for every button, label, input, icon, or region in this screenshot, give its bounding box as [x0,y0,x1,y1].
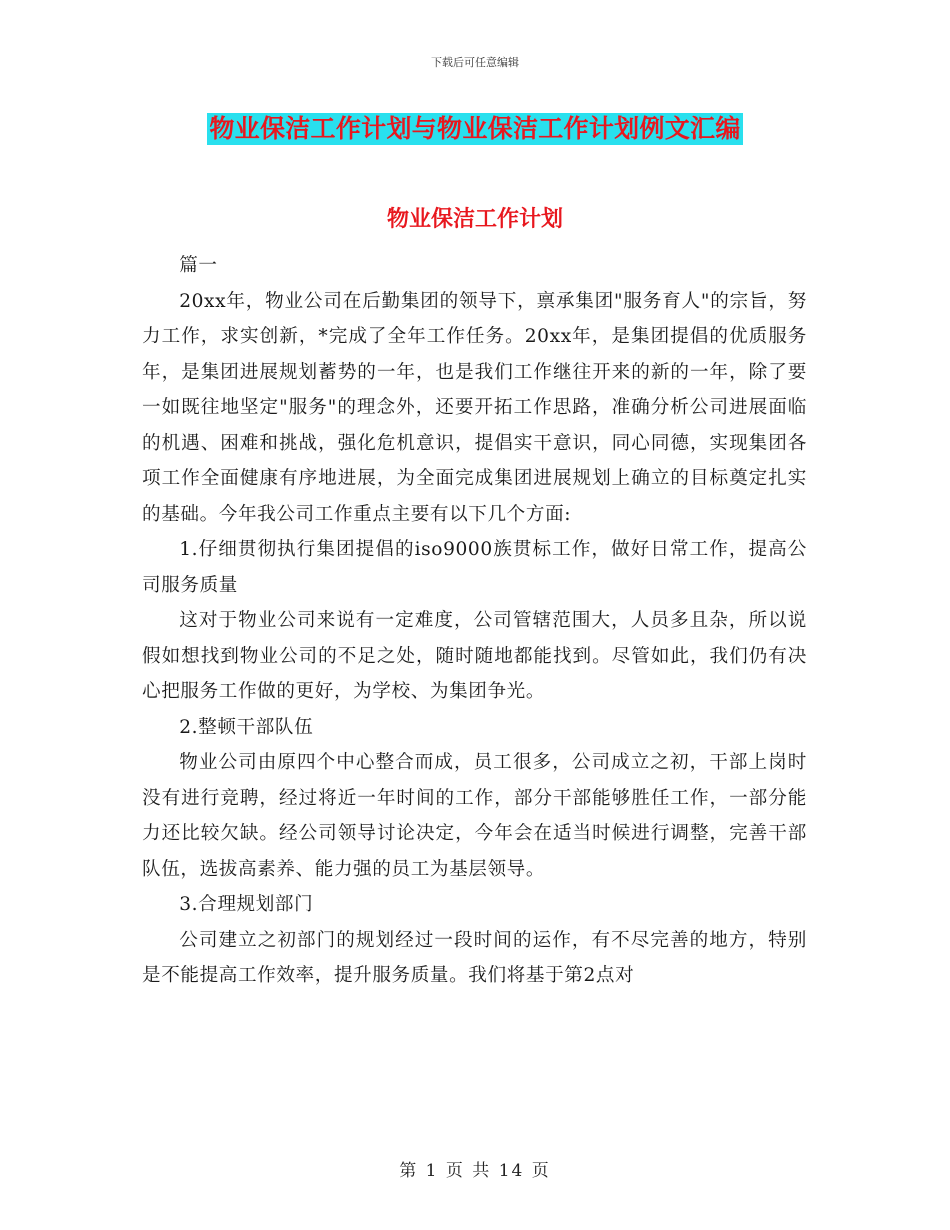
document-body [142,248,807,994]
paragraph-item-2-body: 物业公司由原四个中心整合而成，员工很多，公司成立之初，干部上岗时没有进行竞聘，经过将近一年时间的工作，部分干部能够胜任工作，一部分能力还比较欠缺。经公司领导讨论决定，今年会在适当时候进行调整，完善干部队伍，选拔高素养、能力强的员工为基层领导。 [142,752,807,880]
paragraph-item-3-body: 公司建立之初部门的规划经过一段时间的运作，有不尽完善的地方，特别是不能提高工作效率，提升服务质量。我们将基于第2点对 [142,929,807,986]
paragraph-item-1-body: 这对于物业公司来说有一定难度，公司管辖范围大，人员多且杂，所以说假如想找到物业公司的不足之处，随时随地都能找到。尽管如此，我们仍有决心把服务工作做的更好，为学校、为集团争光。 [142,610,807,702]
title-container [0,113,950,145]
header-note: 下载后可任意编辑 [431,56,519,69]
paragraph-intro: 20xx年，物业公司在后勤集团的领导下，禀承集团"服务育人"的宗旨，努力工作，求实创新，*完成了全年工作任务。20xx年，是集团提倡的优质服务年，是集团进展规划蓄势的一年，也是我们工作继往开来的新的一年，除了要一如既往地坚定"服务"的理念外，还要开拓工作思路，准确分析公司进展面临的机遇、困难和挑战，强化危机意识，提倡实干意识，同心同德，实现集团各项工作全面健康有序地进展，为全面完成集团进展规划上确立的目标奠定扎实的基础。今年我公司工作重点主要有以下几个方面: [142,290,807,525]
section-title: 物业保洁工作计划 [386,207,563,232]
paragraph-item-3-heading: 3.合理规划部门 [179,894,314,915]
paragraph-item-1-heading: 1.仔细贯彻执行集团提倡的iso9000族贯标工作，做好日常工作，提高公司服务质量 [142,539,807,596]
paragraph-section-label: 篇一 [179,255,218,276]
paragraph-item-2-heading: 2.整顿干部队伍 [179,716,314,738]
document-title: 物业保洁工作计划与物业保洁工作计划例文汇编 [209,114,741,143]
page-number-footer: 第 1 页 共 14 页 [399,1161,551,1181]
